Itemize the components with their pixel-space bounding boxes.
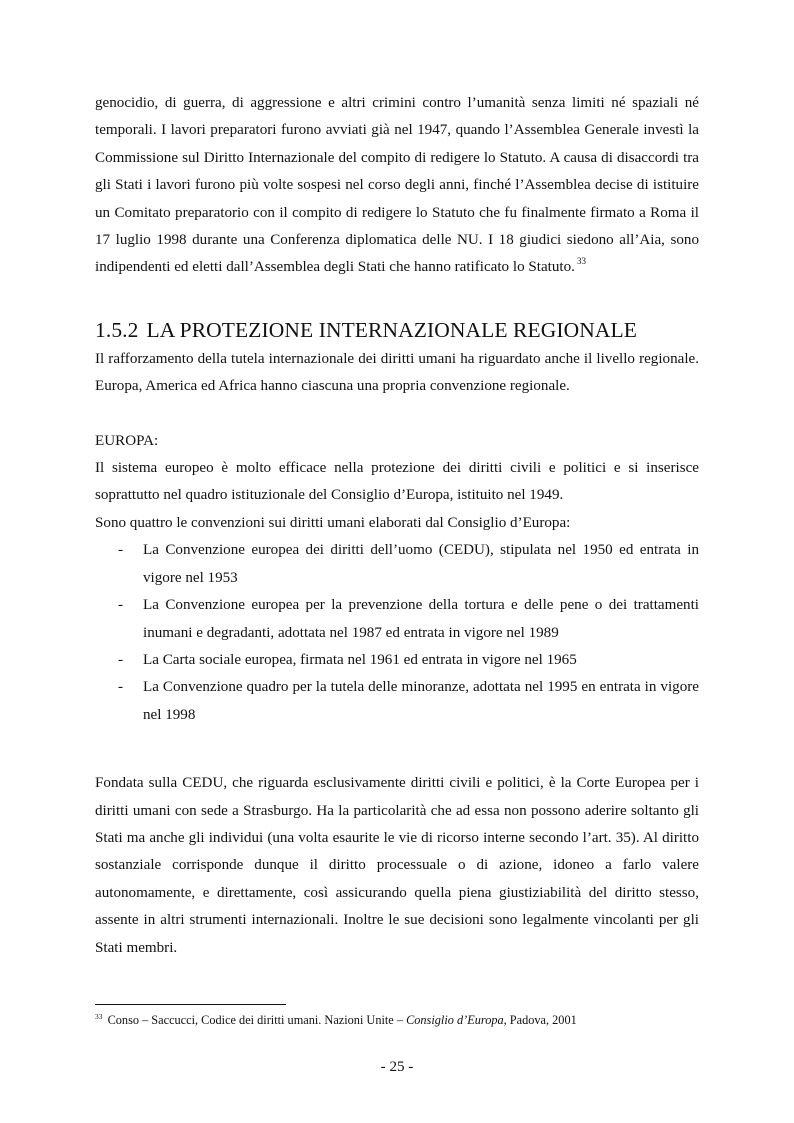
spacer — [95, 401, 699, 428]
spacer — [95, 729, 699, 770]
footnote-text-end: , Padova, 2001 — [503, 1013, 577, 1027]
region-label-europa: EUROPA: — [95, 432, 159, 449]
list-item — [95, 537, 699, 592]
list-item-text: La Convenzione europea dei diritti dell’uomo (CEDU), stipulata nel 1950 ed entrata in vigore nel 1953 — [143, 542, 699, 586]
paragraph-statute — [95, 90, 699, 282]
footnote — [95, 1011, 715, 1029]
list-item-text: La Convenzione quadro per la tutela delle minoranze, adottata nel 1995 en entrata in vigore nel 1998 — [143, 679, 699, 723]
paragraph-europa-conventions: Sono quattro le convenzioni sui diritti umani elaborati dal Consiglio d’Europa: — [95, 514, 571, 531]
paragraph-statute-text: genocidio, di guerra, di aggressione e altri crimini contro l’umanità senza limiti né spaziali né temporali. I lavori preparatori furono avviati già nel 1947, quando l’Assemblea Generale investì la Commissione sul Diritto Internazionale del compito di redigere lo Statuto. A causa di disaccordi tra gli Stati i lavori furono più volte sospesi nel corso degli anni, finché l’Assemblea decise di istituire un Comitato preparatorio con il compito di redigere lo Statuto che fu finalmente firmato a Roma il 17 luglio 1998 durante una Conferenza diplomatica delle NU. I 18 giudici siedono all’Aia, sono indipendenti ed eletti dall’Assemblea degli Stati che hanno ratificato lo Statuto. — [95, 95, 699, 276]
section-number: 1.5.2 — [95, 317, 139, 342]
page-body — [95, 90, 699, 962]
paragraph-europa-system: Il sistema europeo è molto efficace nella protezione dei diritti civili e politici e si inserisce soprattutto nel quadro istituzionale del Consiglio d’Europa, istituito nel 1949. — [95, 460, 699, 504]
list-item-text: La Carta sociale europea, firmata nel 1961 ed entrata in vigore nel 1965 — [143, 651, 577, 668]
conventions-list — [95, 537, 699, 729]
footnote-italic-title: Consiglio d’Europa — [406, 1013, 504, 1027]
list-item — [95, 592, 699, 647]
section-heading — [95, 316, 699, 344]
list-item — [95, 674, 699, 729]
dash-bullet: - — [118, 542, 124, 559]
footnote-divider — [95, 1004, 286, 1005]
page-number: - 25 - — [380, 1059, 414, 1075]
list-item-text: La Convenzione europea per la prevenzione della tortura e delle pene o dei trattamenti inumani e degradanti, adottata nel 1987 ed entrata in vigore nel 1989 — [143, 597, 699, 641]
dash-bullet: - — [118, 651, 124, 668]
dash-bullet: - — [118, 597, 124, 614]
section-title: LA PROTEZIONE INTERNAZIONALE REGIONALE — [146, 317, 637, 342]
paragraph-cedu-court: Fondata sulla CEDU, che riguarda esclusivamente diritti civili e politici, è la Corte Europea per i diritti umani con sede a Strasburgo. Ha la particolarità che ad essa non possono aderire soltanto gli Stati ma anche gli individui (una volta esaurite le vie di ricorso interne secondo l’art. 35). Al diritto sostanziale corrisponde dunque il diritto processuale o di azione, idoneo a farlo valere autonomamente, e direttamente, così assicurando quella piena giustiziabilità del diritto stesso, assente in altri strumenti internazionali. Inoltre le sue decisioni sono legalmente vincolanti per gli Stati membri. — [95, 775, 699, 956]
dash-bullet: - — [118, 679, 124, 696]
footnote-ref[interactable]: 33 — [576, 256, 586, 267]
list-item — [95, 647, 699, 674]
footnote-number: 33 — [95, 1012, 103, 1021]
paragraph-intro: Il rafforzamento della tutela internazionale dei diritti umani ha riguardato anche il livello regionale. Europa, America ed Africa hanno ciascuna una propria convenzione regionale. — [95, 350, 699, 395]
footnote-text: Conso – Saccucci, Codice dei diritti umani. Nazioni Unite – — [107, 1013, 407, 1027]
